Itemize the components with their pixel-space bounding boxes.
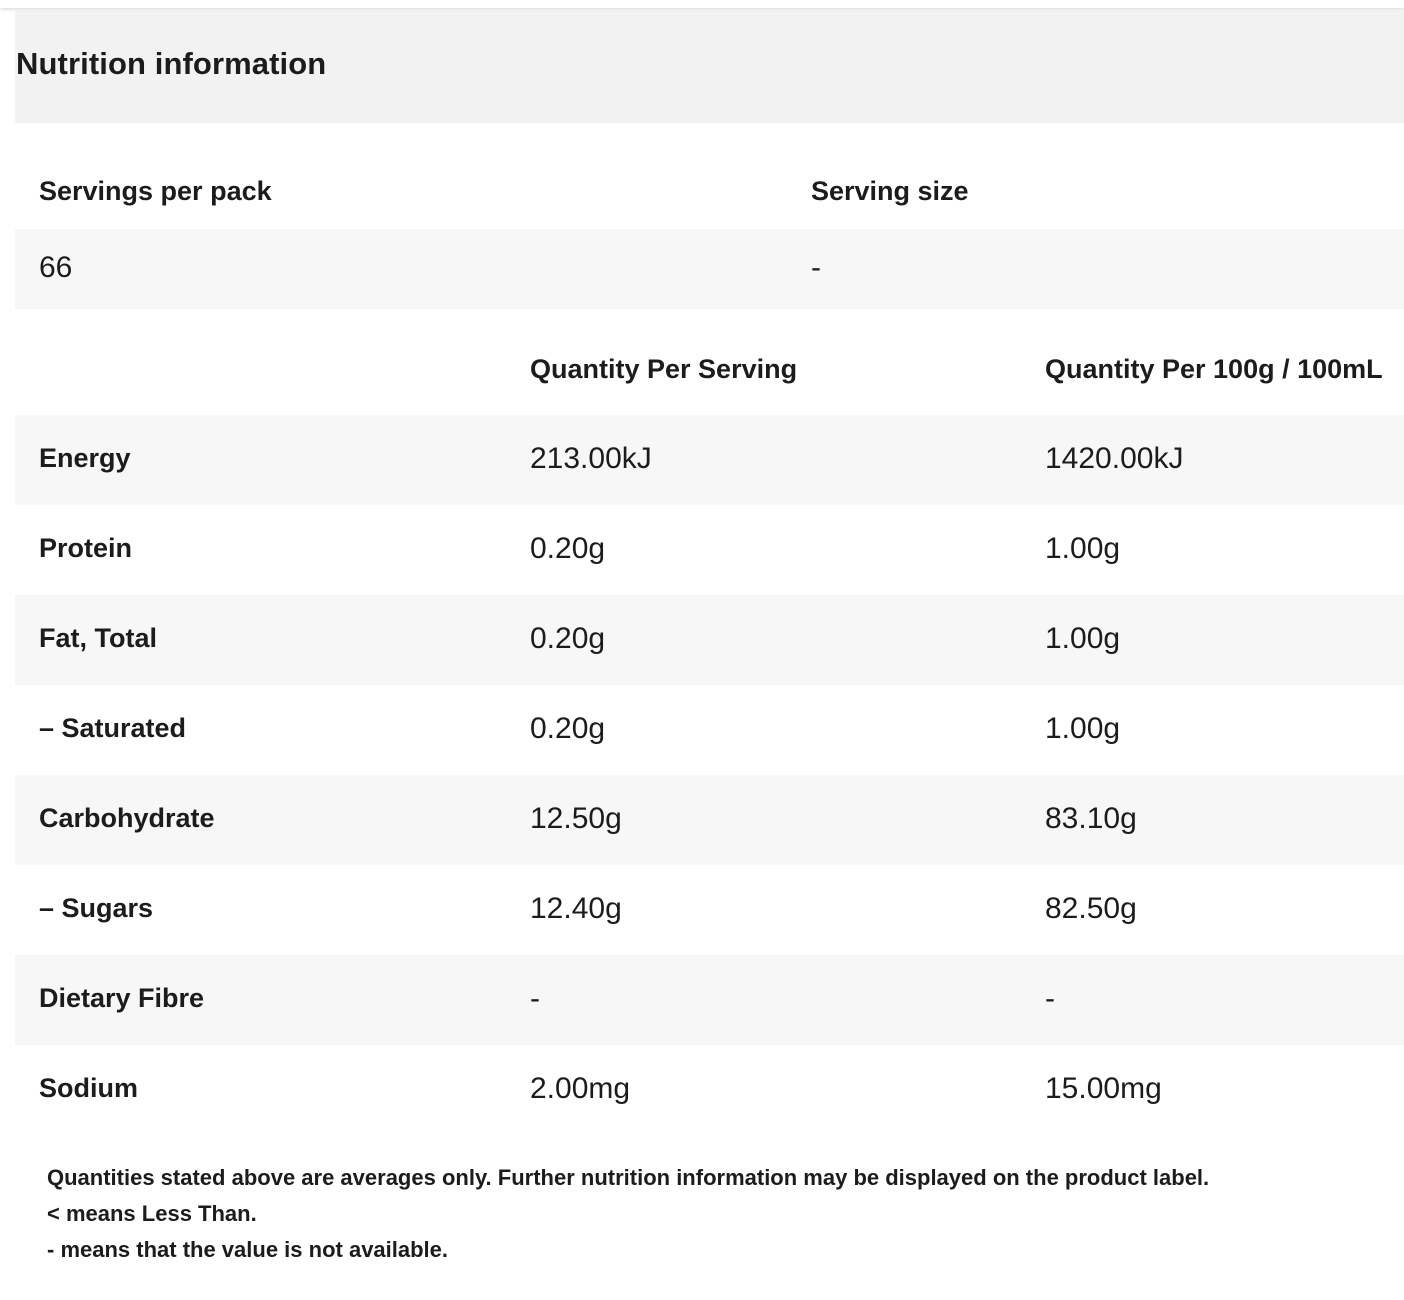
nutrient-table [15,415,1404,1135]
per-serving-value: 0.20g [530,622,606,655]
nutrient-name: – Saturated [39,713,187,743]
per-100-value: 15.00mg [1045,1072,1162,1105]
per-100-value: 1.00g [1045,532,1121,565]
table-row [15,955,1404,1045]
per-serving-value: 0.20g [530,712,606,745]
per-100-value: 1.00g [1045,622,1121,655]
table-row [15,1045,1404,1135]
per-serving-value: 12.50g [530,802,622,835]
table-row [15,685,1404,775]
table-row [15,865,1404,955]
per-100-header: Quantity Per 100g / 100mL [1045,354,1383,384]
nutrition-header [15,10,1404,123]
servings-per-pack-value: 66 [39,251,73,284]
nutrient-name: Carbohydrate [39,803,215,833]
table-row [15,775,1404,865]
footnote-less-than: < means Less Than. [47,1201,257,1226]
nutrient-name: – Sugars [39,893,154,923]
nutrient-name: Fat, Total [39,623,157,653]
per-serving-value: 2.00mg [530,1072,631,1105]
nutrient-name: Dietary Fibre [39,983,205,1013]
per-serving-header: Quantity Per Serving [530,354,798,384]
table-row [15,415,1404,505]
per-100-value: 1420.00kJ [1045,442,1184,475]
per-100-value: - [1045,982,1055,1015]
table-row [15,505,1404,595]
nutrition-panel [15,10,1404,1135]
per-100-value: 82.50g [1045,892,1137,925]
per-serving-value: 12.40g [530,892,622,925]
footnote-not-available: - means that the value is not available. [47,1237,449,1262]
footnotes [47,1160,1209,1268]
footnote-averages: Quantities stated above are averages only. Further nutrition information may be displayed on the product label. [47,1165,1210,1190]
serving-size-value: - [811,251,821,284]
serving-size-label: Serving size [811,176,969,206]
quantity-columns-header [15,309,1404,415]
nutrition-title: Nutrition information [16,45,327,81]
per-serving-value: 213.00kJ [530,442,652,475]
servings-per-pack-label: Servings per pack [39,176,272,206]
nutrient-name: Energy [39,443,131,473]
nutrient-name: Sodium [39,1073,138,1103]
table-row [15,595,1404,685]
per-100-value: 1.00g [1045,712,1121,745]
servings-header-row [15,123,1404,229]
per-100-value: 83.10g [1045,802,1137,835]
top-shadow-bar [0,0,1404,8]
nutrient-name: Protein [39,533,133,563]
servings-values-row [15,229,1404,309]
per-serving-value: 0.20g [530,532,606,565]
per-serving-value: - [530,982,540,1015]
